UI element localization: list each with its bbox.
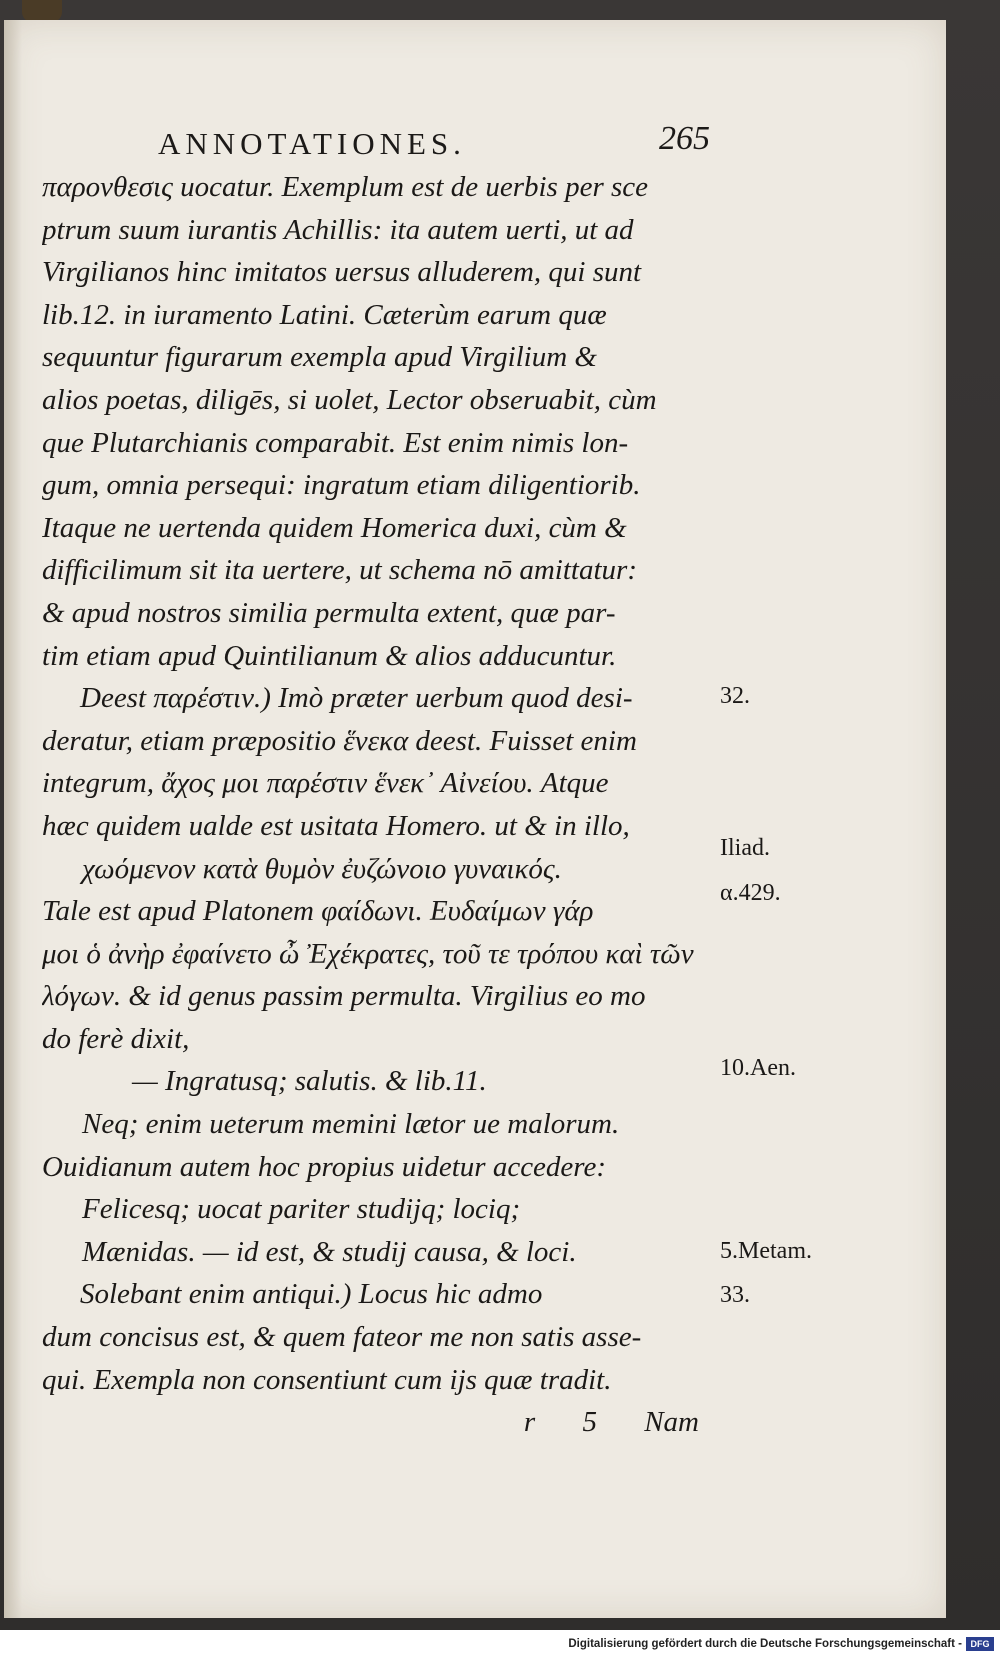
text-line: Solebant enim antiqui.) Locus hic admo — [80, 1278, 543, 1311]
text-line: do ferè dixit, — [42, 1022, 190, 1055]
text-line: tim etiam apud Quintilianum & alios adducuntur. — [42, 639, 617, 672]
text-line: Deest παρέστιν.) Imò præter uerbum quod desi- — [80, 682, 633, 715]
body-text — [42, 166, 707, 1444]
text-line: sequuntur figurarum exempla apud Virgilium & — [42, 341, 597, 374]
verse-line: Mænidas. — id est, & studij causa, & loci. — [82, 1235, 577, 1268]
running-title: ANNOTATIONES. — [158, 126, 466, 161]
verse-line: Felicesq; uocat pariter studijq; lociq; — [82, 1193, 521, 1226]
page-edge-shadow — [4, 20, 22, 1618]
margin-note: 33. — [720, 1282, 750, 1308]
text-line: lib.12. in iuramento Latini. Cæterùm earum quæ — [42, 298, 607, 331]
page-header — [150, 120, 710, 160]
footer-bar — [0, 1630, 1000, 1662]
text-line: qui. Exempla non consentiunt cum ijs quæ tradit. — [42, 1363, 612, 1396]
margin-note: 10.Aen. — [720, 1055, 796, 1081]
verse-line: — Ingratusq; salutis. & lib.11. — [132, 1065, 487, 1098]
dfg-logo: DFG — [966, 1637, 994, 1651]
greek-verse-line: χωόμενον κατὰ θυμὸν ἐυζώνοιο γυναικός. — [82, 852, 562, 885]
verse-line: Neq; enim ueterum memini lætor ue malorum. — [82, 1108, 620, 1141]
text-line: παρονθεσις uocatur. Exemplum est de uerbis per sce — [42, 171, 649, 203]
text-line: difficilimum sit ita uertere, ut schema nō amittatur: — [42, 554, 637, 587]
funding-credit: Digitalisierung gefördert durch die Deutsche Forschungsgemeinschaft - — [568, 1638, 962, 1650]
text-line: Ouidianum autem hoc propius uidetur accedere: — [42, 1150, 607, 1183]
margin-note: 5.Metam. — [720, 1238, 812, 1264]
text-line: μοι ὁ ἀνὴρ ἐφαίνετο ὦ Ἐχέκρατες, τοῦ τε τρόπου καὶ τῶν — [42, 937, 694, 970]
text-line: ptrum suum iurantis Achillis: ita autem uerti, ut ad — [42, 213, 634, 246]
text-line: dum concisus est, & quem fateor me non satis asse- — [42, 1321, 642, 1354]
text-line: Virgilianos hinc imitatos uersus alluderem, qui sunt — [42, 256, 642, 289]
text-line: λόγων. & id genus passim permulta. Virgilius eo mo — [42, 980, 646, 1013]
page-number: 265 — [659, 120, 710, 157]
text-line: deratur, etiam præpositio ἕνεκα deest. Fuisset enim — [42, 724, 637, 757]
text-line: que Plutarchianis comparabit. Est enim nimis lon- — [42, 426, 629, 459]
margin-note: 32. — [720, 683, 750, 709]
text-line: Tale est apud Platonem φαίδωνι. Ευδαίμων γάρ — [42, 895, 594, 928]
binding-corner — [22, 0, 62, 22]
text-line: integrum, ἄχος μοι παρέστιν ἕνεκ᾽ Αἰνείου. Atque — [42, 767, 609, 800]
catchword-line: r 5 Nam — [523, 1406, 699, 1439]
text-line: gum, omnia persequi: ingratum etiam diligentiorib. — [42, 469, 641, 502]
text-line: alios poetas, diligēs, si uolet, Lector obseruabit, cùm — [42, 383, 657, 416]
margin-note: α.429. — [720, 880, 781, 906]
text-line: & apud nostros similia permulta extent, quæ par- — [42, 596, 616, 629]
text-line: hæc quidem ualde est usitata Homero. ut & in illo, — [42, 809, 630, 842]
margin-note: Iliad. — [720, 835, 770, 861]
margin-notes — [720, 0, 920, 1662]
text-line: Itaque ne uertenda quidem Homerica duxi, cùm & — [42, 511, 627, 544]
